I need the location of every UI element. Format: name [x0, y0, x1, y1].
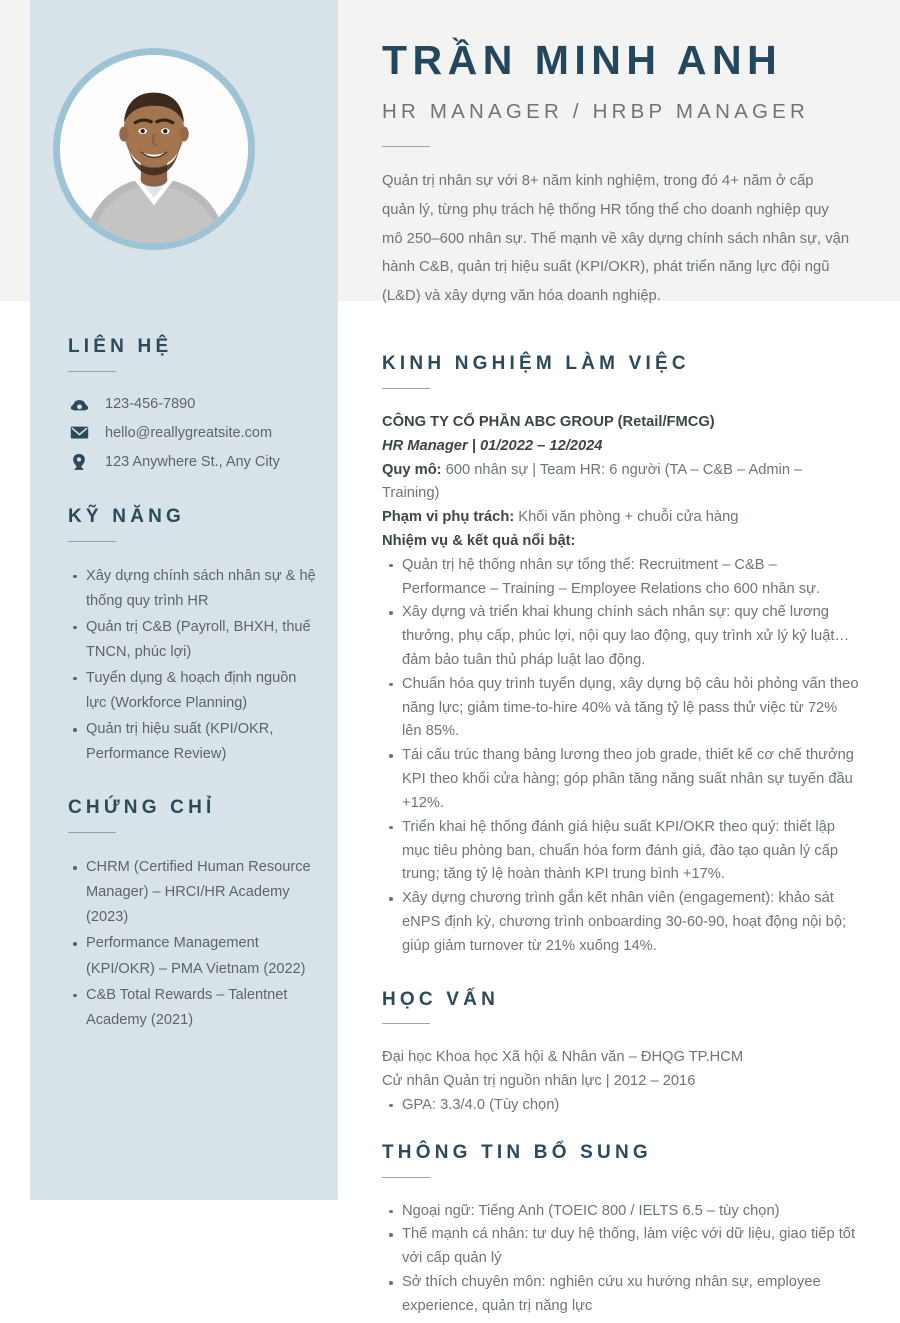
contact-item-email[interactable] [68, 423, 320, 443]
list-item: Triển khai hệ thống đánh giá hiệu suất KPI/OKR theo quý: thiết lập mục tiêu phòng ban, chuẩn hóa form đánh giá, đào tạo quản lý cấp trung; tăng tỷ lệ hoàn thành KPI trung bình +17%. [402, 816, 860, 887]
additional-info-list [382, 1200, 860, 1319]
experience-section-title: KINH NGHIỆM LÀM VIỆC [382, 353, 690, 375]
certificates-section-title: CHỨNG CHỈ [68, 797, 216, 819]
education-degree: Cử nhân Quản trị nguồn nhân lực | 2012 – 2016 [382, 1073, 696, 1090]
envelope-icon [68, 423, 90, 443]
avatar [53, 28, 255, 274]
list-item: CHRM (Certified Human Resource Manager) – HRCI/HR Academy (2023) [86, 855, 320, 930]
header-divider [382, 146, 430, 147]
contact-email-value: hello@reallygreatsite.com [105, 424, 273, 441]
experience-scale [382, 459, 860, 507]
certificates-section [68, 797, 320, 1032]
additional-info-section [382, 1142, 860, 1319]
list-item: Ngoại ngữ: Tiếng Anh (TOEIC 800 / IELTS 6.5 – tùy chọn) [402, 1200, 860, 1224]
list-item: Quản trị hiệu suất (KPI/OKR, Performance Review) [86, 717, 320, 767]
section-divider [382, 1177, 430, 1178]
duties-label-text: Nhiệm vụ & kết quả nổi bật: [382, 532, 576, 549]
experience-duties-list [382, 554, 860, 959]
list-item: Performance Management (KPI/OKR) – PMA Vietnam (2022) [86, 931, 320, 981]
section-divider [382, 1023, 430, 1024]
experience-scale-label: Quy mô: [382, 461, 442, 478]
education-school: Đại học Khoa học Xã hội & Nhân văn – ĐHQG TP.HCM [382, 1049, 744, 1066]
list-item: Thế mạnh cá nhân: tư duy hệ thống, làm việc với dữ liệu, giao tiếp tốt với cấp quản lý [402, 1223, 860, 1271]
education-section [382, 989, 860, 1118]
contact-section [68, 336, 320, 472]
section-divider [382, 388, 430, 389]
list-item: Xây dựng và triển khai khung chính sách nhân sự: quy chế lương thưởng, phụ cấp, phúc lợi, nội quy lao động, quy trình xử lý kỷ luật… đảm bảo tuân thủ pháp luật lao động. [402, 601, 860, 672]
list-item: C&B Total Rewards – Talentnet Academy (2021) [86, 983, 320, 1033]
portrait-illustration [60, 55, 248, 243]
skills-section [68, 506, 320, 768]
list-item: GPA: 3.3/4.0 (Tùy chọn) [402, 1094, 860, 1118]
list-item: Tuyển dụng & hoạch định nguồn lực (Workforce Planning) [86, 666, 320, 716]
phone-icon [68, 394, 90, 414]
education-section-title: HỌC VẤN [382, 988, 500, 1010]
contact-item-phone[interactable] [68, 394, 320, 414]
skills-list [68, 564, 320, 768]
experience-company: CÔNG TY CỔ PHẦN ABC GROUP (Retail/FMCG) [382, 413, 715, 430]
experience-scope-value: Khối văn phòng + chuỗi cửa hàng [514, 509, 739, 526]
experience-scope-label: Phạm vi phụ trách: [382, 509, 515, 526]
list-item: Chuẩn hóa quy trình tuyển dụng, xây dựng bộ câu hỏi phỏng vấn theo năng lực; giảm time-to-hire 40% và tăng tỷ lệ pass thử việc từ 72% lên 85%. [402, 673, 860, 744]
job-title: HR MANAGER / HRBP MANAGER [382, 100, 809, 124]
certificates-list [68, 855, 320, 1033]
list-item: Tái cấu trúc thang bảng lương theo job grade, thiết kế cơ chế thưởng KPI theo khối cửa hàng; góp phần tăng năng suất nhân sự tuyến đầu +12%. [402, 744, 860, 815]
section-divider [68, 541, 116, 542]
skills-section-title: KỸ NĂNG [68, 505, 186, 527]
list-item: Sở thích chuyên môn: nghiên cứu xu hướng nhân sự, employee experience, quản trị năng lực [402, 1271, 860, 1319]
profile-summary: Quản trị nhân sự với 8+ năm kinh nghiệm, trong đó 4+ năm ở cấp quản lý, từng phụ trách hệ thống HR tổng thể cho doanh nghiệp quy mô 250–600 nhân sự. Thế mạnh về xây dựng chính sách nhân sự, vận hành C&B, quản trị hiệu suất (KPI/OKR), phát triển năng lực đội ngũ (L&D) và xây dựng văn hóa doanh nghiệp. [382, 172, 850, 305]
education-details-list [382, 1094, 860, 1118]
main-sections [382, 353, 860, 1319]
list-item: Xây dựng chương trình gắn kết nhân viên (engagement): khảo sát eNPS định kỳ, chương trình onboarding 30-60-90, hoạt động nội bộ; giúp giảm turnover từ 21% xuống 14%. [402, 887, 860, 958]
experience-scope [382, 506, 860, 530]
experience-role-period: HR Manager | 01/2022 – 12/2024 [382, 437, 603, 454]
section-divider [68, 832, 116, 833]
spacer [382, 1122, 860, 1142]
spacer [382, 963, 860, 989]
location-pin-icon [68, 452, 90, 472]
avatar-image [60, 55, 248, 243]
contact-address-value: 123 Anywhere St., Any City [105, 453, 280, 470]
contact-section-title: LIÊN HỆ [68, 336, 173, 357]
contact-list [68, 394, 320, 472]
list-item: Quản trị hệ thống nhân sự tổng thể: Recruitment – C&B – Performance – Training – Employee Relations cho 600 nhân sự. [402, 554, 860, 602]
list-item: Quản trị C&B (Payroll, BHXH, thuế TNCN, phúc lợi) [86, 615, 320, 665]
experience-scale-value: 600 nhân sự | Team HR: 6 người (TA – C&B – Admin – Training) [382, 461, 803, 502]
additional-info-section-title: THÔNG TIN BỔ SUNG [382, 1141, 652, 1163]
sidebar-content [68, 336, 320, 1063]
contact-phone-value: 123-456-7890 [105, 395, 196, 412]
avatar-ring [53, 48, 255, 250]
experience-section [382, 353, 860, 958]
experience-duties-label [382, 530, 860, 554]
main-column [382, 0, 860, 1323]
contact-item-address[interactable] [68, 452, 320, 472]
list-item: Xây dựng chính sách nhân sự & hệ thống quy trình HR [86, 564, 320, 614]
section-divider [68, 371, 116, 372]
page-title: TRẦN MINH ANH [382, 37, 783, 83]
